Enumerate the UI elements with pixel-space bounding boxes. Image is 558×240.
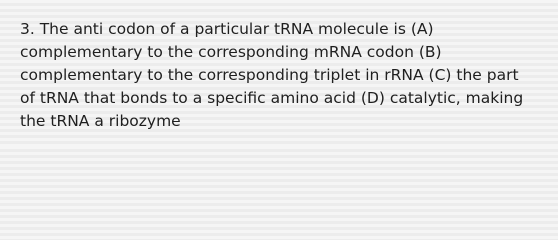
question-text: 3. The anti codon of a particular tRNA molecule is (A) complementary to the corresponding mRNA codon (B) complementary to the corresponding triplet in rRNA (C) the part of tRNA that bonds to a specific amino acid (D) catalytic, making the tRNA a ribozyme bbox=[20, 20, 524, 130]
